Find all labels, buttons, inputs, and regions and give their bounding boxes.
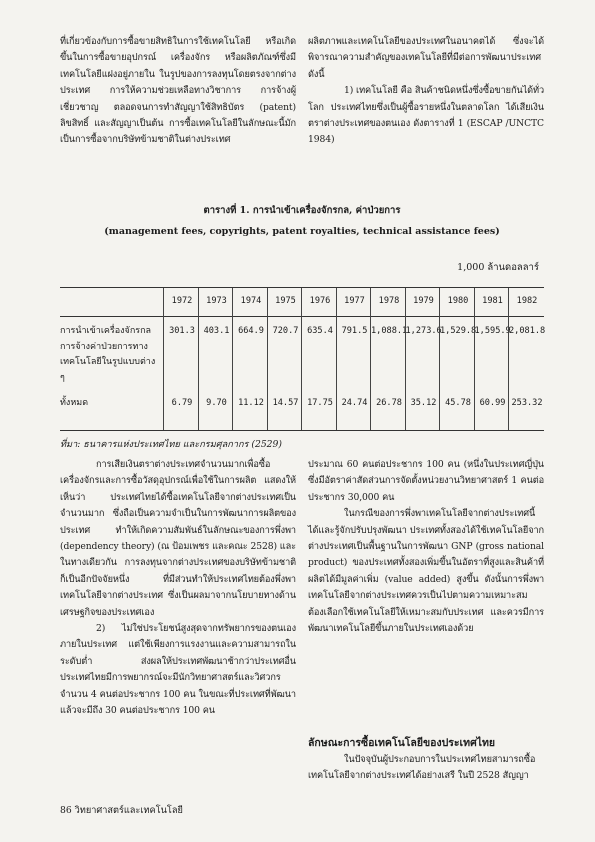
table-cell: 35.12 <box>410 398 437 408</box>
table-cell: 60.99 <box>479 398 506 408</box>
data-table <box>60 287 544 431</box>
table-cell: 11.12 <box>238 398 264 408</box>
table-title: ตารางที่ 1. การนำเข้าเครื่องจักรกล, ค่าป่วยการ <box>203 205 401 216</box>
paragraph: ในปัจจุบันผู้ประกอบการในประเทศไทยสามารถซื้อเทคโนโลยีจากต่างประเทศได้อย่างเสรี ในปี 2528 สัญญา <box>308 754 536 782</box>
column-divider <box>301 288 302 430</box>
column-divider <box>198 288 199 430</box>
table-cell: 1,529.8 <box>440 326 477 336</box>
year-header: 1981 <box>482 296 503 306</box>
table-cell: 720.7 <box>272 326 299 336</box>
bottom-right-column <box>308 457 544 637</box>
column-divider <box>474 288 475 430</box>
column-divider <box>439 288 440 430</box>
table-cell: 1,273.6 <box>405 326 442 336</box>
table-cell: 1,088.1 <box>371 326 408 336</box>
column-divider <box>232 288 233 430</box>
paragraph: ประมาณ 60 คนต่อประชากร 100 คน (หนึ่งในประเทศญี่ปุ่น ซึ่งมีอัตราค่าสัดส่วนการจัดตั้งหน่วยงานวิทยาศาสตร์ 1 คนต่อประชากร 30,000 คน <box>308 459 544 503</box>
year-header: 1976 <box>309 296 331 306</box>
table-cell: 2,081.8 <box>509 326 546 336</box>
bottom-left-column <box>60 457 296 720</box>
year-header: 1973 <box>206 296 227 306</box>
row-label: ทั้งหมด <box>60 398 89 408</box>
paragraph: การเสียเงินตราต่างประเทศจำนวนมากเพื่อซื้อเครื่องจักรและการซื้อวัสดุอุปกรณ์เพื่อใช้ในการผลิต แสดงให้เห็นว่า ประเทศไทยได้ซื้อเทคโนโลยีจากต่างประเทศเป็นจำนวนมาก ซึ่งถือเป็นความจำเป็นในการพัฒนาการผลิตของประเทศ ทำให้เกิดความสัมพันธ์ในลักษณะของการพึ่งพา (dependency theory) (ณ ป้อมเพชร และคณะ 2528) และในทางเดียวกัน การลงทุนจากต่างประเทศของบริษัทข้ามชาติก็เป็นอีกปัจจัยหนึ่ง ที่มีส่วนทำให้ประเทศไทยต้องพึ่งพาเทคโนโลยีจากต่างประเทศ ซึ่งเป็นผลมาจากนโยบายทางด้านเศรษฐกิจของประเทศเอง <box>60 459 296 618</box>
paragraph: ในกรณีของการพึ่งพาเทคโนโลยีจากต่างประเทศนี้ได้และรู้จักปรับปรุงพัฒนา ประเทศทั้งสองได้ใช้เทคโนโลยีจากต่างประเทศเป็นพื้นฐานในการพัฒนา GNP (gross national product) ของประเทศทั้งสองเพิ่มขึ้นในอัตราที่สูงและสินค้าที่ผลิตได้มีมูลค่าเพิ่ม (value added) สูงขึ้น ดังนั้นการพึ่งพาเทคโนโลยีจากต่างประเทศควรเป็นไปตามความเหมาะสม ต้องเลือกใช้เทคโนโลยีให้เหมาะสมกับประเทศ และควรมีการพัฒนาเทคโนโลยีขึ้นภายในประเทศเองด้วย <box>308 508 544 635</box>
page-footer: 86 วิทยาศาสตร์และเทคโนโลยี <box>60 805 183 816</box>
table-subtitle: (management fees, copyrights, patent royalties, technical assistance fees) <box>104 226 500 237</box>
table-cell: 301.3 <box>169 326 195 336</box>
paragraph: ผลิตภาพและเทคโนโลยีของประเทศในอนาคตได้ ซึ่งจะได้พิจารณาความสำคัญของเทคโนโลยีที่มีต่อการพัฒนาประเทศดังนี้ <box>308 36 544 80</box>
year-header: 1974 <box>240 296 262 306</box>
year-header: 1979 <box>413 296 434 306</box>
paragraph: ที่เกี่ยวข้องกับการซื้อขายสิทธิในการใช้เทคโนโลยี หรือเกิดขึ้นในการซื้อขายอุปกรณ์ เครื่องจักร หรือผลิตภัณฑ์ซึ่งมีเทคโนโลยีแฝงอยู่ภายใน ในรูปของการลงทุนโดยตรงจากต่างประเทศ การให้ความช่วยเหลือทางวิชาการ การจ้างผู้เชี่ยวชาญ ตลอดจนการทำสัญญาใช้สิทธิบัตร (patent) ลิขสิทธิ์ และสัญญาเป็นต้น การซื้อเทคโนโลยีในลักษณะนี้มักเป็นการซื้อจากบริษัทข้ามชาติในต่างประเทศ <box>60 36 296 146</box>
table-cell: 403.1 <box>203 326 230 336</box>
table-cell: 6.79 <box>171 398 193 408</box>
section-heading: ลักษณะการซื้อเทคโนโลยีของประเทศไทย <box>308 737 496 749</box>
row-label: การนำเข้าเครื่องจักรกล การจ้างค่าป่วยการทางเทคโนโลยีในรูปแบบต่าง ๆ <box>60 326 156 383</box>
section-body <box>308 752 544 785</box>
year-header: 1972 <box>171 296 193 306</box>
table-cell: 17.75 <box>307 398 333 408</box>
year-header: 1982 <box>516 296 538 306</box>
year-header: 1977 <box>344 296 365 306</box>
table-cell: 1,595.9 <box>474 326 511 336</box>
table-cell: 253.32 <box>511 398 543 408</box>
table-cell: 9.70 <box>206 398 227 408</box>
column-divider <box>508 288 509 430</box>
table-cell: 14.57 <box>272 398 299 408</box>
top-left-column <box>60 34 296 149</box>
column-divider <box>267 288 268 430</box>
top-right-column <box>308 34 544 149</box>
table-unit: 1,000 ล้านดอลลาร์ <box>457 262 539 273</box>
column-divider <box>370 288 371 430</box>
table-cell: 791.5 <box>341 326 368 336</box>
paragraph: 2) ไม่ใช่ประโยชน์สูงสุดจากทรัพยากรของตนเองภายในประเทศ แต่ใช้เพียงการแรงงานและความสามารถในระดับต่ำ ส่งผลให้ประเทศพัฒนาช้ากว่าประเทศอื่น ประเทศไทยมีการพยากรณ์จะมีนักวิทยาศาสตร์และวิศวกรจำนวน 4 คนต่อประชากร 100 คน ในขณะที่ประเทศที่พัฒนาแล้วจะมีถึง 30 คนต่อประชากร 100 คน <box>60 623 296 717</box>
paragraph: 1) เทคโนโลยี คือ สินค้าชนิดหนึ่งซึ่งซื้อขายกันได้ทั่วโลก ประเทศไทยซึ่งเป็นผู้ซื้อรายหนึ่งในตลาดโลก ได้เสียเงินตราต่างประเทศของตนเอง ดังตารางที่ 1 (ESCAP /UNCTC 1984) <box>308 85 545 146</box>
table-source: ที่มา: ธนาคารแห่งประเทศไทย และกรมศุลกากร (2529) <box>60 439 282 450</box>
table-cell: 635.4 <box>307 326 333 336</box>
table-cell: 45.78 <box>445 398 471 408</box>
year-header: 1978 <box>378 296 400 306</box>
table-header-rule <box>60 316 544 317</box>
table-cell: 664.9 <box>238 326 264 336</box>
table-cell: 24.74 <box>341 398 368 408</box>
column-divider <box>336 288 337 430</box>
table-cell: 26.78 <box>376 398 402 408</box>
year-header: 1975 <box>275 296 296 306</box>
column-divider <box>163 288 164 430</box>
column-divider <box>405 288 406 430</box>
year-header: 1980 <box>447 296 469 306</box>
